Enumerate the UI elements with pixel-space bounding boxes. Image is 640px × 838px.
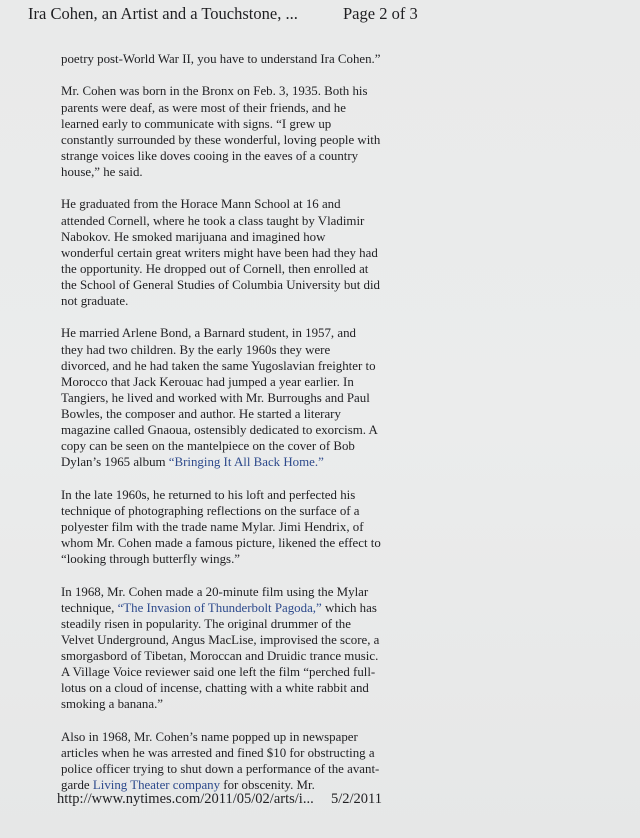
print-header bbox=[28, 4, 618, 30]
article-paragraph: He married Arlene Bond, a Barnard student, in 1957, and they had two children. By the early 1960s they were divorced, and he had taken the same Yugoslavian freighter to Morocco that Jack Kerouac had jumped a year earlier. In Tangiers, he lived and worked with Mr. Burroughs and Paul Bowles, the composer and author. He started a literary magazine called Gnaoua, ostensibly dedicated to exorcism. A copy can be seen on the mantelpiece on the cover of Bob Dylan’s 1965 album “Bringing It All Back Home.” bbox=[61, 326, 378, 470]
article-paragraph: Also in 1968, Mr. Cohen’s name popped up in newspaper articles when he was arrested and fined $10 for obstructing a police officer trying to shut down a performance of the avant-garde Living Theater company for obscenity. Mr. bbox=[61, 729, 380, 792]
article-body bbox=[61, 51, 381, 809]
article-paragraph: In 1968, Mr. Cohen made a 20-minute film using the Mylar technique, “The Invasion of Thunderbolt Pagoda,” which has steadily risen in popularity. The original drummer of the Velvet Underground, Angus MacLise, improvised the score, a smorgasbord of Tibetan, Moroccan and Druidic trance music. A Village Voice reviewer said one left the film “perched full-lotus on a cloud of incense, chatting with a white rabbit and smoking a banana.” bbox=[61, 584, 380, 712]
film-link[interactable]: “The Invasion of Thunderbolt Pagoda,” bbox=[117, 600, 322, 615]
article-paragraph: In the late 1960s, he returned to his loft and perfected his technique of photographing reflections on the surface of a polyester film with the trade name Mylar. Jimi Hendrix, of whom Mr. Cohen made a famous picture, likened the effect to “looking through butterfly wings.” bbox=[61, 487, 381, 567]
page-url: http://www.nytimes.com/2011/05/02/arts/i... bbox=[57, 791, 314, 807]
page-number: Page 2 of 3 bbox=[343, 4, 418, 23]
article-paragraph: Mr. Cohen was born in the Bronx on Feb. 3, 1935. Both his parents were deaf, as were most of their friends, and he learned early to communicate with signs. “I grew up constantly surrounded by these wonderful, loving people with strange voices like doves cooing in the eaves of a country house,” he said. bbox=[61, 84, 381, 179]
article-paragraph: He graduated from the Horace Mann School at 16 and attended Cornell, where he took a class taught by Vladimir Nabokov. He smoked marijuana and imagined how wonderful certain great writers might have been had they had the opportunity. He dropped out of Cornell, then enrolled at the School of General Studies of Columbia University but did not graduate. bbox=[61, 197, 380, 308]
article-paragraph: poetry post-World War II, you have to understand Ira Cohen.” bbox=[61, 52, 381, 66]
print-date: 5/2/2011 bbox=[331, 791, 383, 807]
page-title: Ira Cohen, an Artist and a Touchstone, ... bbox=[28, 4, 298, 23]
album-link[interactable]: “Bringing It All Back Home.” bbox=[168, 455, 324, 470]
living-theater-link[interactable]: Living Theater company bbox=[92, 778, 221, 792]
